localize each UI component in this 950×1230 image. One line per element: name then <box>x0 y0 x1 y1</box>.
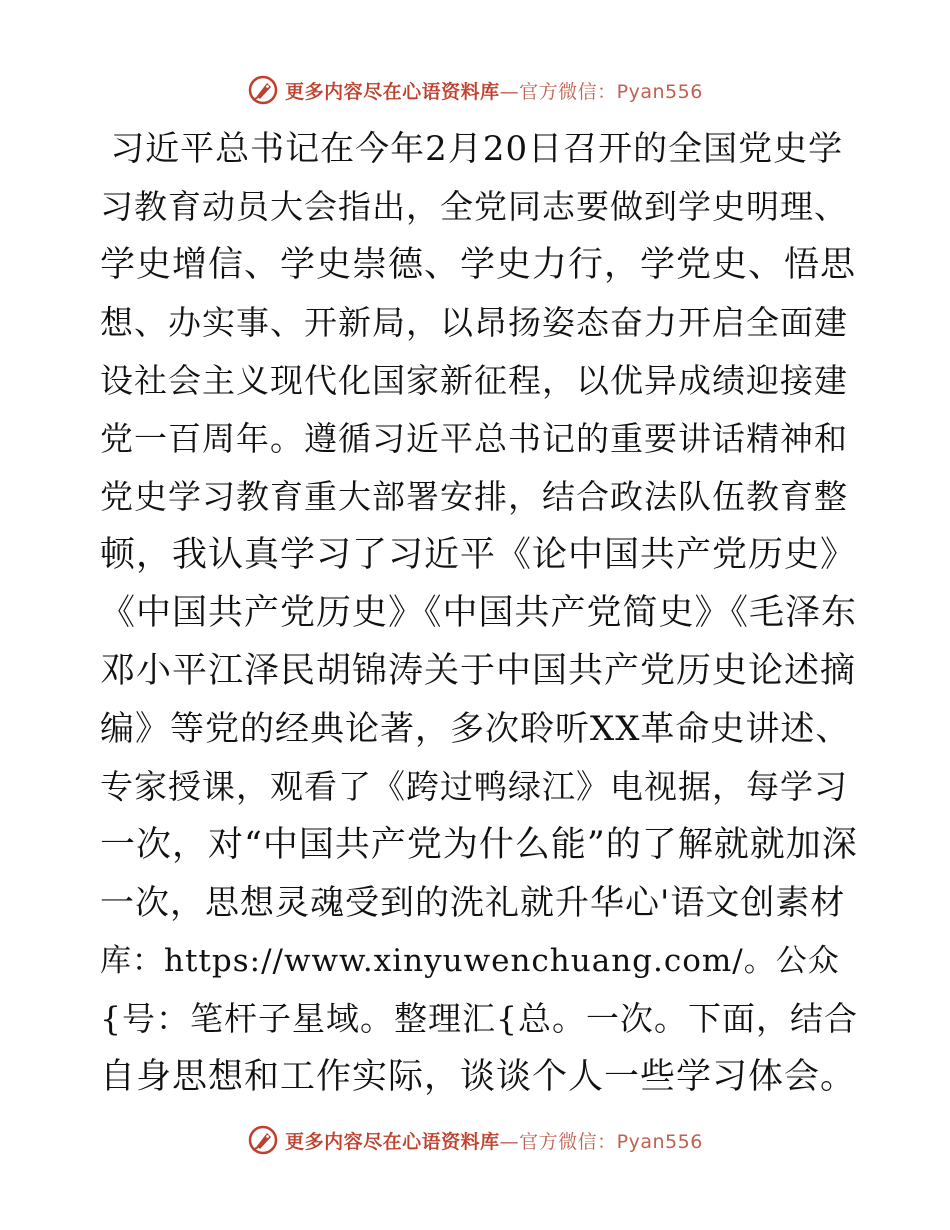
body-text-line: 一次，对“中国共产党为什么能”的了解就就加深 <box>100 825 858 865</box>
body-text-line: 习近平总书记在今年2月20日召开的全国党史学 <box>110 129 844 169</box>
body-text-line: 党史学习教育重大部署安排，结合政法队伍教育整 <box>100 477 848 516</box>
footer-watermark-text <box>285 1127 703 1154</box>
body-text-line: 想、办实事、开新局，以昂扬姿态奋力开启全面建 <box>100 303 848 342</box>
header-watermark-banner <box>0 70 950 110</box>
body-text-line: 学史增信、学史崇德、学史力行，学党史、悟思 <box>100 245 857 285</box>
watermark-contact-text: —官方微信：Pyan556 <box>499 1130 703 1153</box>
body-text-line: 设社会主义现代化国家新征程，以优异成绩迎接建 <box>100 361 848 400</box>
body-text-line: 专家授课，观看了《跨过鸭绿江》电视据，每学习 <box>100 767 848 806</box>
body-text-line: 《中国共产党历史》《中国共产党简史》《毛泽东 <box>100 593 858 633</box>
body-text-line: {号：笔杆子星域。整理汇{总。一次。下面，结合 <box>100 999 858 1038</box>
header-watermark-text <box>285 77 703 104</box>
watermark-contact-text: —官方微信：Pyan556 <box>499 80 703 103</box>
body-text-line: 一次，思想灵魂受到的洗礼就升华心'语文创素材 <box>100 883 846 923</box>
body-text-line: 习教育动员大会指出，全党同志要做到学史明理、 <box>100 187 848 226</box>
watermark-main-text: 更多内容尽在心语资料库 <box>285 1130 500 1153</box>
body-text-line: 邓小平江泽民胡锦涛关于中国共产党历史论述摘 <box>100 651 857 691</box>
body-text-line: 编》等党的经典论著，多次聆听XX革命史讲述、 <box>100 709 851 749</box>
body-text-line: 顿，我认真学习了习近平《论中国共产党历史》 <box>100 535 857 575</box>
pen-nib-logo-icon <box>247 1124 279 1156</box>
body-text-line: 党一百周年。遵循习近平总书记的重要讲话精神和 <box>100 419 848 458</box>
body-text-line: 库：https://www.xinyuwenchuang.com/。公众 <box>100 943 840 979</box>
watermark-main-text: 更多内容尽在心语资料库 <box>285 80 500 103</box>
pen-nib-logo-icon <box>247 74 279 106</box>
body-text-line: 自身思想和工作实际，谈谈个人一些学习体会。 <box>100 1057 857 1097</box>
footer-watermark-banner <box>0 1120 950 1160</box>
document-body <box>100 120 860 1106</box>
